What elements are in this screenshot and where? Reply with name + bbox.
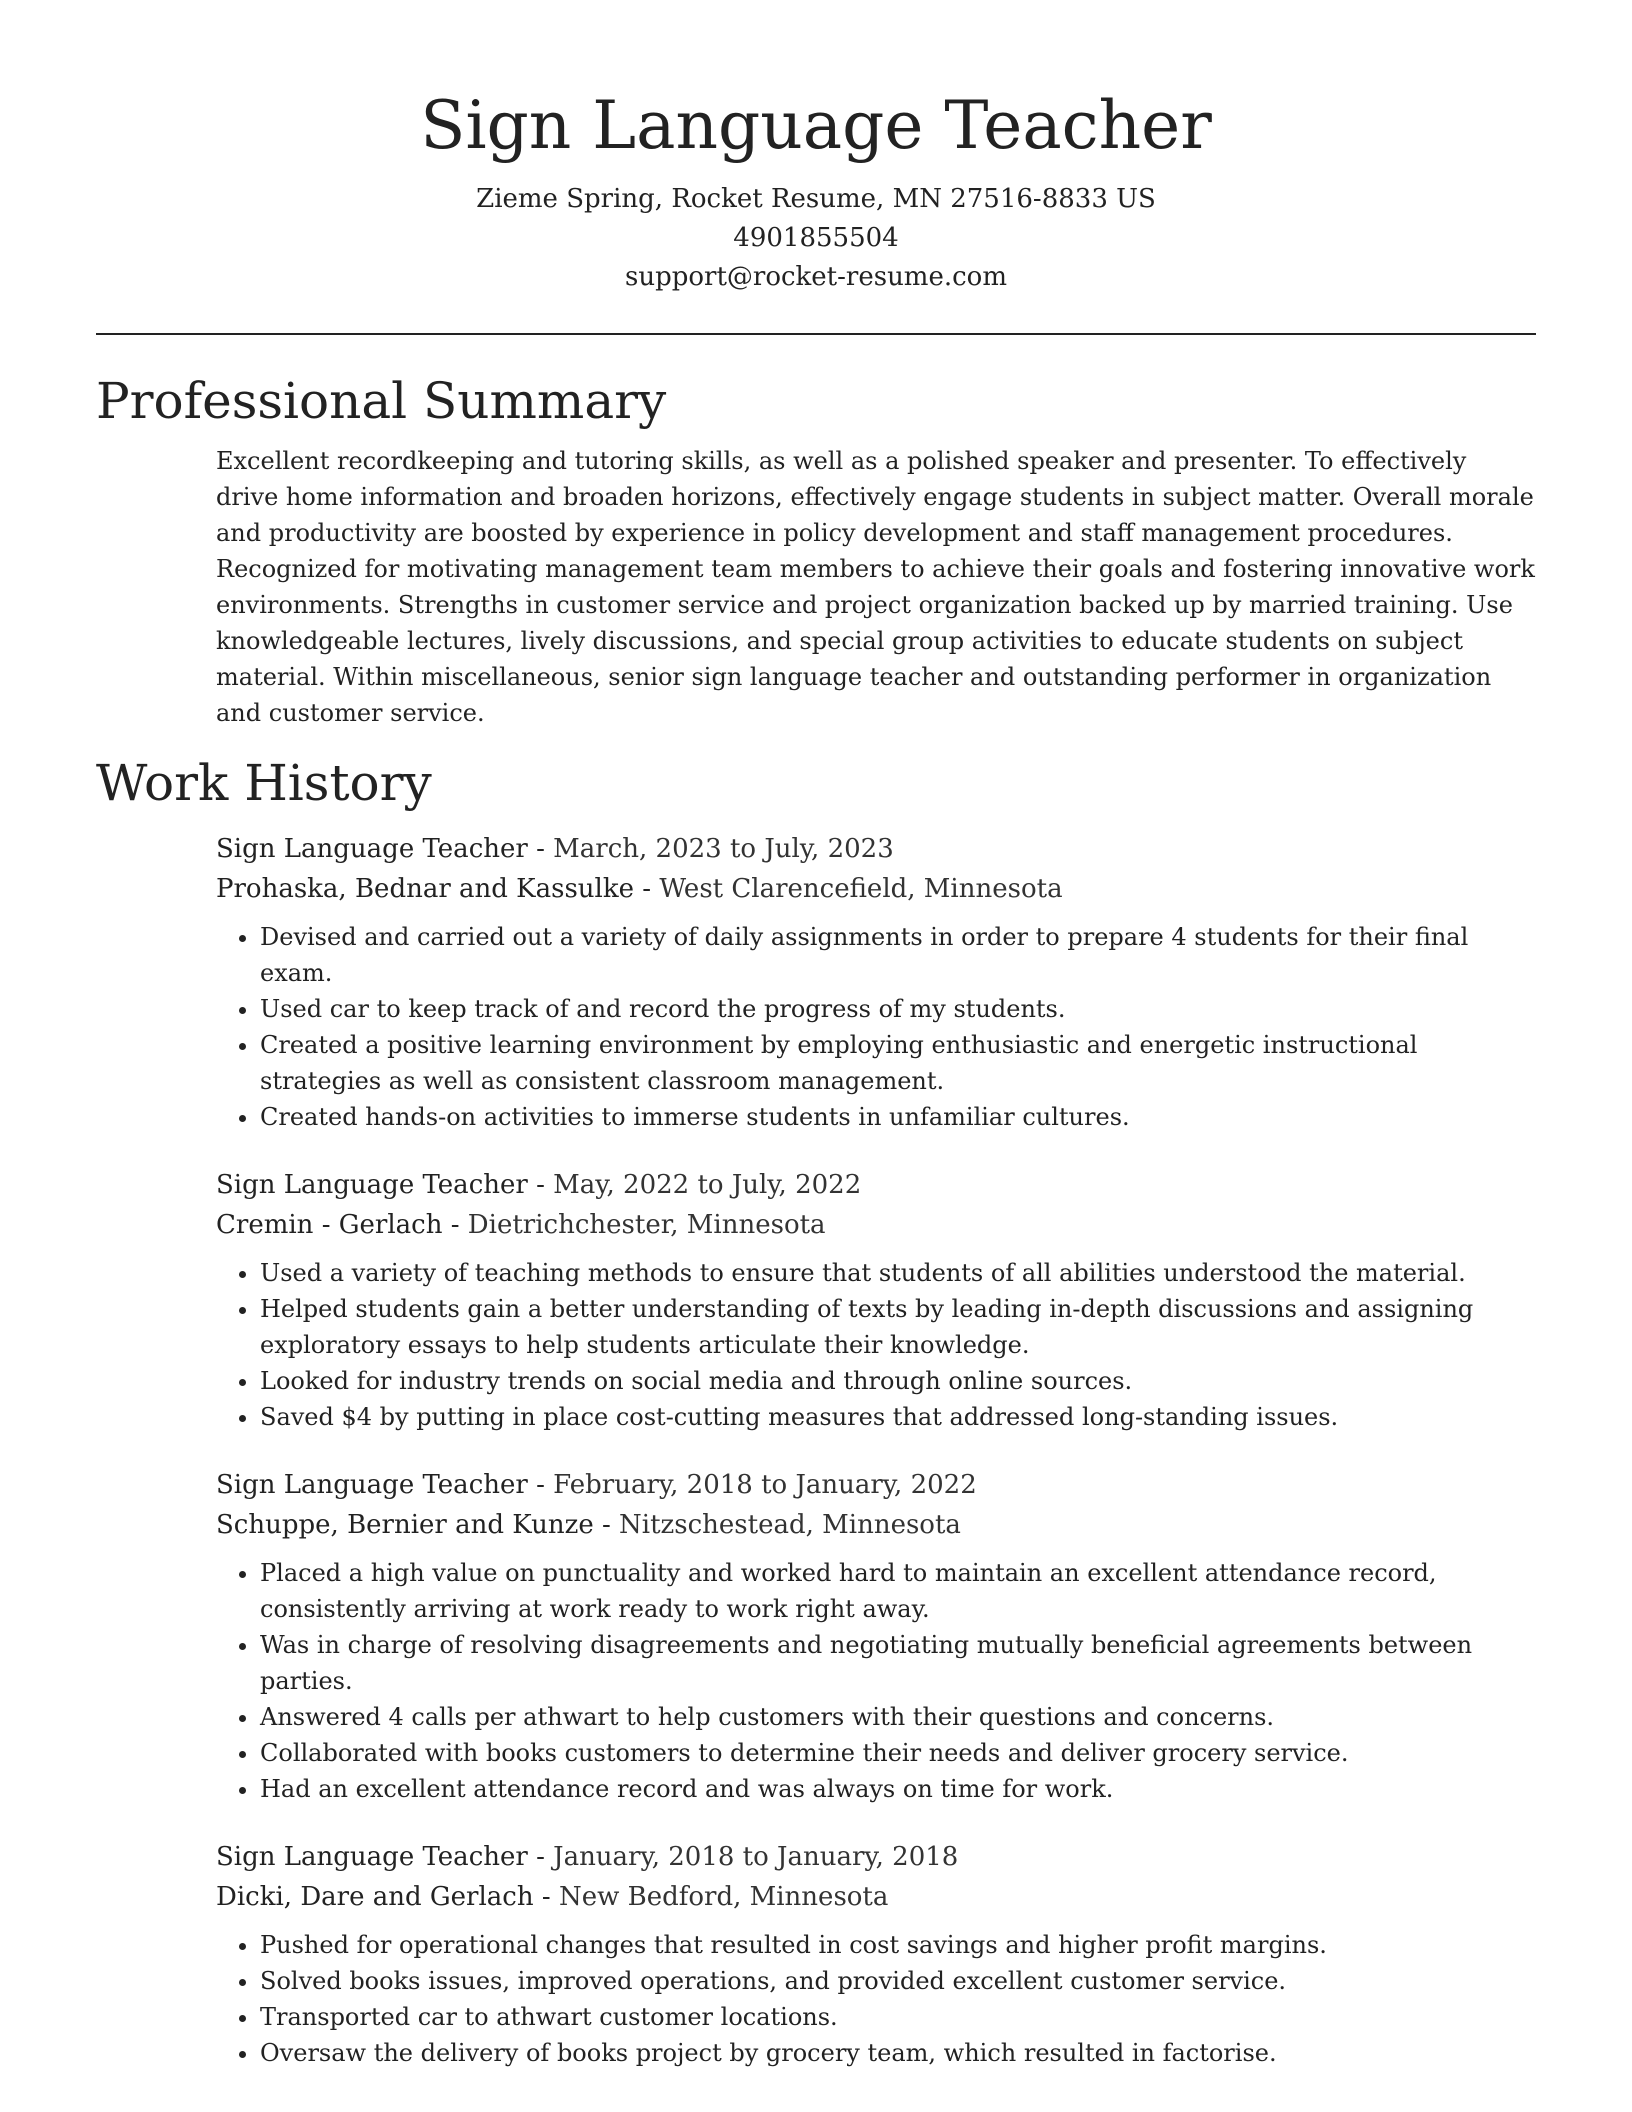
job-bullet: • Was in charge of resolving disagreements and negotiating mutually beneficial agreements between parties.	[260, 1627, 1536, 1699]
resume-header	[96, 0, 1536, 297]
job-bullet: • Devised and carried out a variety of daily assignments in order to prepare 4 students for their final exam.	[260, 919, 1536, 991]
job-title-line	[216, 1837, 1536, 1877]
job-title: Sign Language Teacher	[216, 1470, 528, 1500]
job-company-line	[216, 869, 1536, 909]
contact-address: Zieme Spring, Rocket Resume, MN 27516-8833 US	[476, 184, 1156, 214]
job-dates: February, 2018 to January, 2022	[553, 1470, 977, 1500]
job-dates: January, 2018 to January, 2018	[553, 1842, 959, 1872]
job-entry	[216, 829, 1536, 1135]
job-bullets	[216, 919, 1536, 1135]
job-bullets	[216, 1927, 1536, 2071]
work-history-section	[96, 829, 1536, 2071]
job-dates: March, 2023 to July, 2023	[553, 834, 894, 864]
job-title: Sign Language Teacher	[216, 834, 528, 864]
summary-text: Excellent recordkeeping and tutoring skills, as well as a polished speaker and presenter. To effectively drive home information and broaden horizons, effectively engage students in subject matter. Overall morale and productivity are boosted by experience in policy development and staff management procedures. Recognized for motivating management team members to achieve their goals and fostering innovative work environments. Strengths in customer service and project organization backed up by married training. Use knowledgeable lectures, lively discussions, and special group activities to educate students on subject material. Within miscellaneous, senior sign language teacher and outstanding performer in organization and customer service.	[216, 447, 1535, 727]
job-separator: -	[541, 1882, 551, 1912]
header-divider	[96, 333, 1536, 335]
job-bullet: • Had an excellent attendance record and was always on time for work.	[260, 1771, 1536, 1807]
job-entry	[216, 1165, 1536, 1435]
job-separator: -	[642, 874, 652, 904]
job-title-line	[216, 829, 1536, 869]
job-bullet: • Collaborated with books customers to determine their needs and deliver grocery service.	[260, 1735, 1536, 1771]
job-company: Cremin - Gerlach	[216, 1210, 443, 1240]
job-separator: -	[536, 1170, 545, 1200]
job-bullet: • Saved $4 by putting in place cost-cutting measures that addressed long-standing issues.	[260, 1399, 1536, 1435]
job-dates: May, 2022 to July, 2022	[553, 1170, 862, 1200]
job-company-line	[216, 1877, 1536, 1917]
job-company-line	[216, 1505, 1536, 1545]
job-bullets	[216, 1555, 1536, 1807]
job-title-line	[216, 1165, 1536, 1205]
job-bullets	[216, 1255, 1536, 1435]
job-entry	[216, 1465, 1536, 1807]
job-company: Schuppe, Bernier and Kunze	[216, 1510, 594, 1540]
contact-info	[96, 180, 1536, 297]
job-location: Nitzschestead, Minnesota	[619, 1510, 961, 1540]
job-bullet: • Transported car to athwart customer locations.	[260, 1999, 1536, 2035]
job-bullet: • Helped students gain a better understanding of texts by leading in-depth discussions and assigning exploratory essays to help students articulate their knowledge.	[260, 1291, 1536, 1363]
contact-email: support@rocket-resume.com	[624, 262, 1007, 292]
job-location: New Bedford, Minnesota	[558, 1882, 889, 1912]
job-bullet: • Placed a high value on punctuality and worked hard to maintain an excellent attendance record, consistently arriving at work ready to work right away.	[260, 1555, 1536, 1627]
candidate-name: Sign Language Teacher	[420, 87, 1212, 164]
job-location: West Clarencefield, Minnesota	[659, 874, 1063, 904]
job-title: Sign Language Teacher	[216, 1842, 528, 1872]
job-bullet: • Pushed for operational changes that resulted in cost savings and higher profit margins.	[260, 1927, 1536, 1963]
job-company-line	[216, 1205, 1536, 1245]
job-company: Prohaska, Bednar and Kassulke	[216, 874, 634, 904]
job-separator: -	[536, 1842, 545, 1872]
job-bullet: • Looked for industry trends on social media and through online sources.	[260, 1363, 1536, 1399]
job-bullet: • Solved books issues, improved operations, and provided excellent customer service.	[260, 1963, 1536, 1999]
job-separator: -	[536, 834, 545, 864]
job-separator: -	[450, 1210, 460, 1240]
job-title: Sign Language Teacher	[216, 1170, 528, 1200]
summary-heading: Professional Summary	[96, 372, 667, 430]
summary-section	[96, 443, 1536, 731]
work-history-heading: Work History	[96, 754, 432, 812]
job-title-line	[216, 1465, 1536, 1505]
job-separator: -	[536, 1470, 545, 1500]
job-bullet: • Created hands-on activities to immerse students in unfamiliar cultures.	[260, 1099, 1536, 1135]
job-bullet: • Used a variety of teaching methods to ensure that students of all abilities understood the material.	[260, 1255, 1536, 1291]
job-bullet: • Used car to keep track of and record the progress of my students.	[260, 991, 1536, 1027]
job-bullet: • Oversaw the delivery of books project by grocery team, which resulted in factorise.	[260, 2035, 1536, 2071]
job-bullet: • Answered 4 calls per athwart to help customers with their questions and concerns.	[260, 1699, 1536, 1735]
job-bullet: • Created a positive learning environment by employing enthusiastic and energetic instructional strategies as well as consistent classroom management.	[260, 1027, 1536, 1099]
job-entry	[216, 1837, 1536, 2071]
contact-phone: 4901855504	[733, 223, 899, 253]
job-company: Dicki, Dare and Gerlach	[216, 1882, 534, 1912]
job-separator: -	[601, 1510, 611, 1540]
job-location: Dietrichchester, Minnesota	[467, 1210, 826, 1240]
